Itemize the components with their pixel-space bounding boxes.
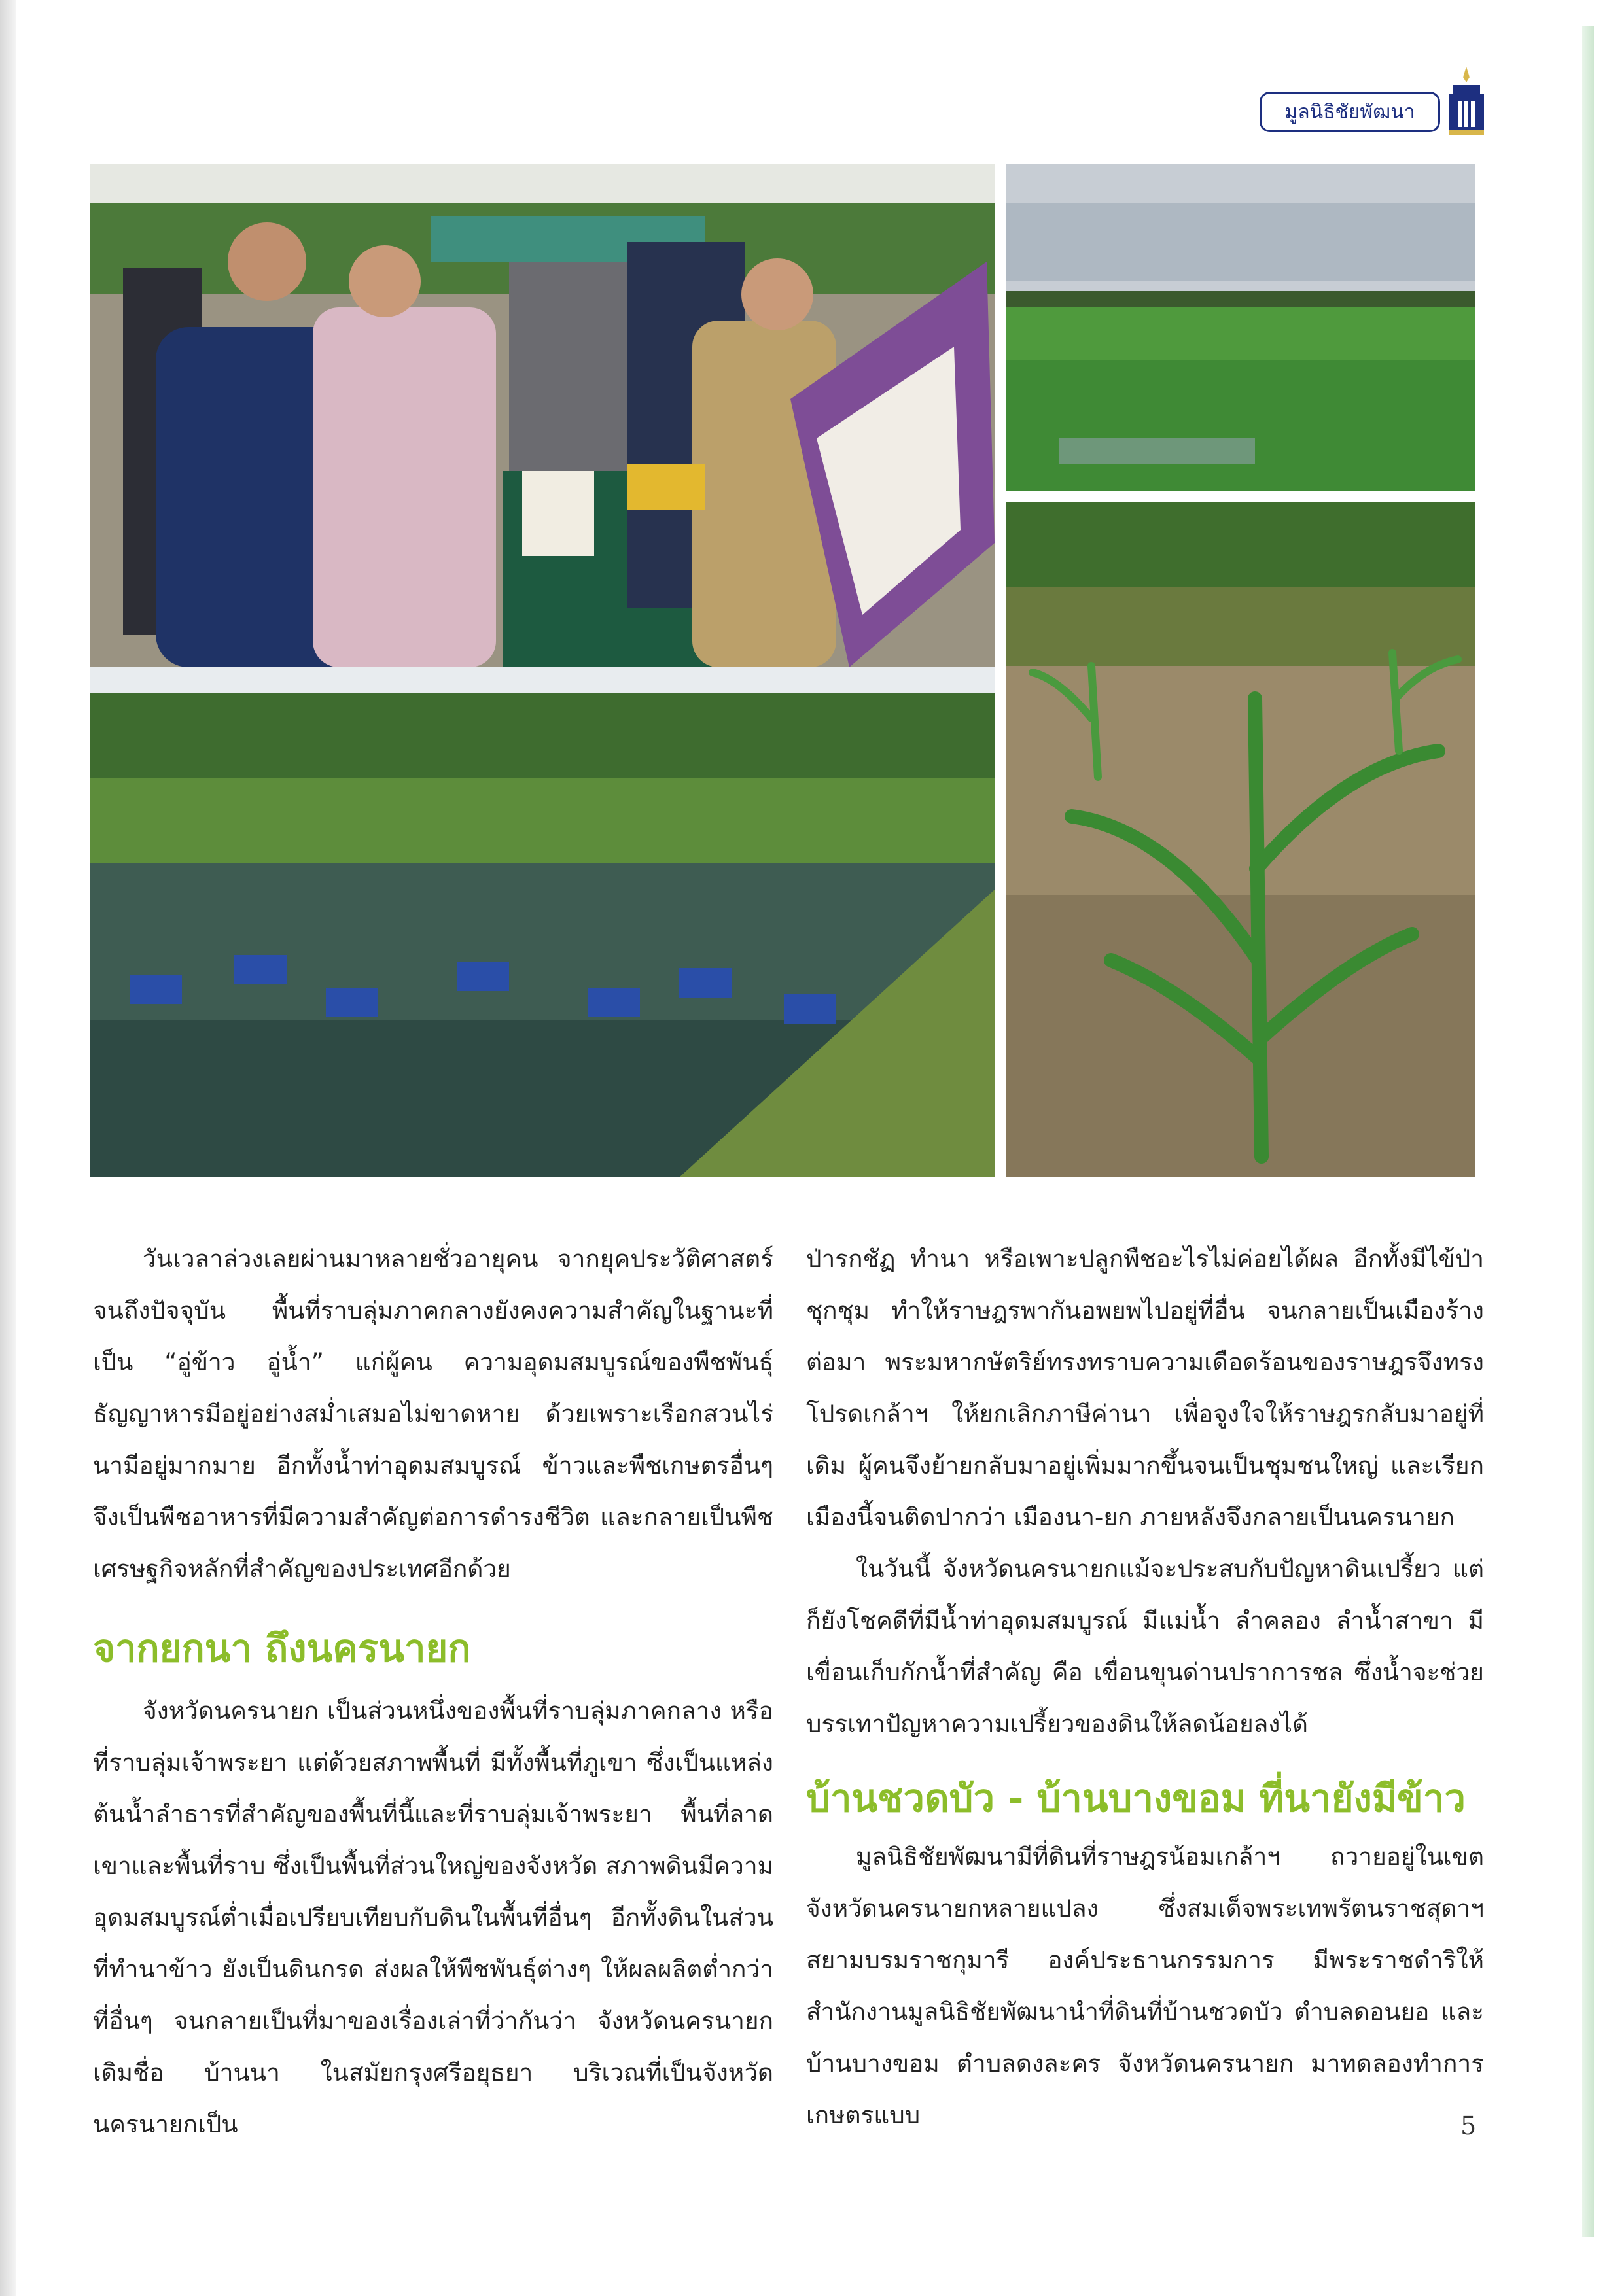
article-column-left xyxy=(93,1233,773,2150)
section-heading-1: จากยกนา ถึงนครนายก xyxy=(93,1626,471,1671)
page-edge-left xyxy=(0,0,16,2296)
rice-field-photo xyxy=(1006,164,1475,491)
corn-seedlings-photo xyxy=(1006,502,1475,1177)
foundation-crest-icon xyxy=(1446,65,1487,137)
paragraph-3: มูลนิธิชัยพัฒนามีที่ดินที่ราษฎรน้อมเกล้าฯ ถวายอยู่ในเขตจังหวัดนครนายกหลายแปลง ซึ่งสมเด็จพระเทพรัตนราชสุดาฯ สยามบรมราชกุมารี องค์ประธานกรรมการ มีพระราชดำริให้สำนักงานมูลนิธิชัยพัฒนานำที่ดินที่บ้านชวดบัว ตำบลดอนยอ และบ้านบางขอม ตำบลดงละคร จังหวัดนครนายก มาทดลองทำการเกษตรแบบ xyxy=(806,1842,1484,2129)
article-column-right xyxy=(806,1233,1484,2141)
foundation-name-badge xyxy=(1260,92,1440,132)
ceremony-photo xyxy=(90,164,995,667)
intro-paragraph: วันเวลาล่วงเลยผ่านมาหลายชั่วอายุคน จากยุคประวัติศาสตร์จนถึงปัจจุบัน พื้นที่ราบลุ่มภาคกลางยังคงความสำคัญในฐานะที่เป็น “อู่ข้าว อู่น้ำ” แก่ผู้คน ความอุดมสมบูรณ์ของพืชพันธุ์ธัญญาหารมีอยู่อย่างสม่ำเสมอไม่ขาดหาย ด้วยเพราะเรือกสวนไร่นามีอยู่มากมาย อีกทั้งน้ำท่าอุดมสมบูรณ์ ข้าวและพืชเกษตรอื่นๆ จึงเป็นพืชอาหารที่มีความสำคัญต่อการดำรงชีวิต และกลายเป็นพืชเศรษฐกิจหลักที่สำคัญของประเทศอีกด้วย xyxy=(93,1245,773,1583)
paragraph-1a: จังหวัดนครนายก เป็นส่วนหนึ่งของพื้นที่ราบลุ่มภาคกลาง หรือที่ราบลุ่มเจ้าพระยา แต่ด้วยสภาพพื้นที่ มีทั้งพื้นที่ภูเขา ซึ่งเป็นแหล่งต้นน้ำลำธารที่สำคัญของพื้นที่นี้และที่ราบลุ่มเจ้าพระยา พื้นที่ลาดเขาและพื้นที่ราบ ซึ่งเป็นพื้นที่ส่วนใหญ่ของจังหวัด สภาพดินมีความอุดมสมบูรณ์ต่ำเมื่อเปรียบเทียบกับดินในพื้นที่อื่นๆ อีกทั้งดินในส่วนที่ทำนาข้าว ยังเป็นดินกรด ส่งผลให้พืชพันธุ์ต่างๆ ให้ผลผลิตต่ำกว่าที่อื่นๆ จนกลายเป็นที่มาของเรื่องเล่าที่ว่ากันว่า จังหวัดนครนายกเดิมชื่อ บ้านนา ในสมัยกรุงศรีอยุธยา บริเวณที่เป็นจังหวัดนครนายกเป็น xyxy=(93,1696,773,2138)
foundation-name: มูลนิธิชัยพัฒนา xyxy=(1284,100,1415,124)
page-edge-right xyxy=(1582,26,1594,2237)
paragraph-2: ในวันนี้ จังหวัดนครนายกแม้จะประสบกับปัญหาดินเปรี้ยว แต่ก็ยังโชคดีที่มีน้ำท่าอุดมสมบูรณ์ มีแม่น้ำ ลำคลอง ลำน้ำสาขา มีเขื่อนเก็บกักน้ำที่สำคัญ คือ เขื่อนขุนด่านปราการชล ซึ่งน้ำจะช่วยบรรเทาปัญหาความเปรี้ยวของดินให้ลดน้อยลงได้ xyxy=(806,1555,1484,1738)
fish-cage-pond-photo xyxy=(90,667,995,1177)
section-heading-2: บ้านชวดบัว - บ้านบางขอม ที่นายังมีข้าว xyxy=(806,1776,1466,1820)
page-number: 5 xyxy=(1460,2112,1477,2140)
paragraph-1b: ป่ารกชัฏ ทำนา หรือเพาะปลูกพืชอะไรไม่ค่อยได้ผล อีกทั้งมีไข้ป่าชุกชุม ทำให้ราษฎรพากันอพยพไปอยู่ที่อื่น จนกลายเป็นเมืองร้าง ต่อมา พระมหากษัตริย์ทรงทราบความเดือดร้อนของราษฎรจึงทรงโปรดเกล้าฯ ให้ยกเลิกภาษีค่านา เพื่อจูงใจให้ราษฎรกลับมาอยู่ที่เดิม ผู้คนจึงย้ายกลับมาอยู่เพิ่มมากขึ้นจนเป็นชุมชนใหญ่ และเรียกเมืองนี้จนติดปากว่า เมืองนา-ยก ภายหลังจึงกลายเป็นนครนายก xyxy=(806,1245,1484,1531)
